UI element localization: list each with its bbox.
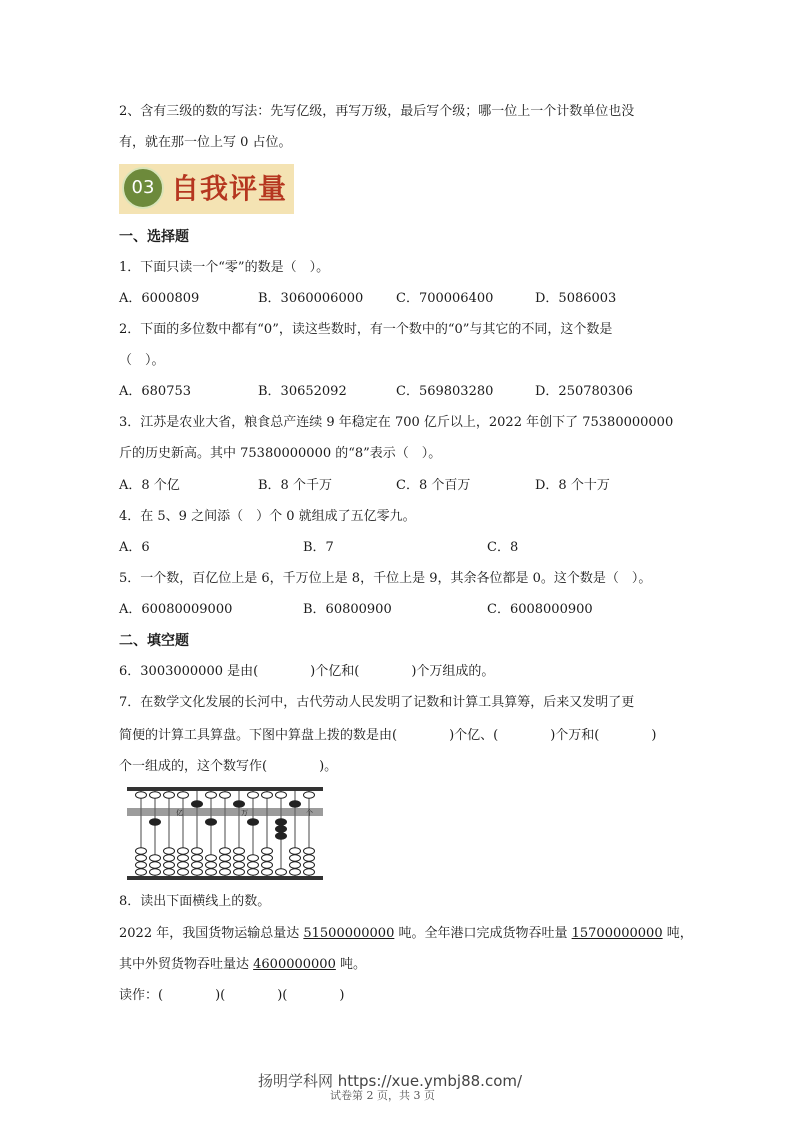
q8-line2-part-a: 2022 年，我国货物运输总量达 bbox=[119, 926, 304, 941]
page-footer: 试卷第 2 页，共 3 页 bbox=[330, 1089, 435, 1102]
section-badge bbox=[119, 164, 294, 214]
abacus-lower-bead bbox=[262, 855, 273, 861]
intro-line-1: 2、含有三级的数的写法：先写亿级，再写万级，最后写个级；哪一位上一个计数单位也没 bbox=[119, 104, 635, 119]
abacus-lower-bead bbox=[192, 869, 203, 875]
q7-line-2: 简便的计算工具算盘。下图中算盘上拨的数是由( )个亿、( )个万和( ) bbox=[119, 728, 657, 743]
abacus-lower-bead bbox=[276, 826, 287, 832]
q8-number-2: 15700000000 bbox=[571, 926, 663, 941]
intro-line-2: 有，就在那一位上写 0 占位。 bbox=[119, 135, 292, 150]
abacus-lower-bead bbox=[248, 862, 259, 868]
abacus-top-bar bbox=[127, 787, 323, 791]
abacus-lower-bead bbox=[136, 848, 147, 854]
abacus-label-ge: 个 bbox=[306, 809, 313, 817]
q8-line2-part-c: 吨， bbox=[662, 926, 693, 941]
q5-option-b: B．60800900 bbox=[303, 602, 392, 617]
abacus-lower-bead bbox=[304, 848, 315, 854]
abacus-bottom-bar bbox=[127, 876, 323, 880]
section2-heading: 二、填空题 bbox=[119, 633, 189, 649]
abacus-lower-bead bbox=[276, 869, 287, 875]
abacus-upper-bead bbox=[206, 792, 217, 798]
badge-number: 03 bbox=[122, 167, 164, 209]
q1-option-d: D．5086003 bbox=[535, 291, 617, 306]
q1-option-c: C．700006400 bbox=[396, 291, 494, 306]
q2-option-c: C．569803280 bbox=[396, 384, 494, 399]
abacus-label-wan: 万 bbox=[241, 809, 248, 817]
q4-option-a: A．6 bbox=[119, 540, 150, 555]
abacus-lower-bead bbox=[192, 862, 203, 868]
abacus-lower-bead bbox=[276, 819, 287, 825]
q2-option-d: D．250780306 bbox=[535, 384, 633, 399]
abacus-lower-bead bbox=[234, 862, 245, 868]
abacus-lower-bead bbox=[290, 848, 301, 854]
abacus-lower-bead bbox=[178, 869, 189, 875]
q8-line-1: 8．读出下面横线上的数。 bbox=[119, 894, 271, 909]
q8-line3-part-b: 吨。 bbox=[335, 957, 366, 972]
abacus-lower-bead bbox=[178, 862, 189, 868]
abacus-label-yi: 亿 bbox=[176, 809, 183, 817]
abacus-upper-bead bbox=[220, 792, 231, 798]
q8-number-3: 4600000000 bbox=[253, 957, 336, 972]
abacus-lower-bead bbox=[262, 848, 273, 854]
abacus-lower-bead bbox=[304, 869, 315, 875]
abacus-lower-bead bbox=[234, 869, 245, 875]
abacus-lower-bead bbox=[136, 862, 147, 868]
abacus-upper-bead bbox=[248, 792, 259, 798]
abacus-upper-bead bbox=[262, 792, 273, 798]
abacus-upper-bead bbox=[276, 792, 287, 798]
abacus-lower-bead bbox=[262, 862, 273, 868]
section1-heading: 一、选择题 bbox=[119, 229, 189, 245]
abacus-lower-bead bbox=[136, 869, 147, 875]
abacus-lower-bead bbox=[164, 869, 175, 875]
q7-line-1: 7．在数学文化发展的长河中，古代劳动人民发明了记数和计算工具算筹，后来又发明了更 bbox=[119, 695, 635, 710]
abacus-lower-bead bbox=[262, 869, 273, 875]
abacus-lower-bead bbox=[248, 819, 259, 825]
abacus-lower-bead bbox=[150, 862, 161, 868]
abacus-lower-bead bbox=[290, 869, 301, 875]
abacus-upper-bead bbox=[290, 801, 301, 807]
abacus-rods bbox=[136, 791, 315, 876]
q8-line-3 bbox=[119, 956, 366, 974]
abacus-lower-bead bbox=[234, 848, 245, 854]
abacus-upper-bead bbox=[234, 801, 245, 807]
abacus-image bbox=[127, 786, 323, 882]
abacus-lower-bead bbox=[150, 819, 161, 825]
abacus-lower-bead bbox=[276, 833, 287, 839]
abacus-lower-bead bbox=[192, 855, 203, 861]
abacus-lower-bead bbox=[220, 869, 231, 875]
abacus-lower-bead bbox=[206, 869, 217, 875]
abacus-upper-bead bbox=[164, 792, 175, 798]
q5-option-c: C．6008000900 bbox=[487, 602, 593, 617]
abacus-lower-bead bbox=[150, 855, 161, 861]
q3-option-d: D．8 个十万 bbox=[535, 478, 610, 493]
abacus-lower-bead bbox=[248, 869, 259, 875]
q5-text: 5．一个数，百亿位上是 6，千万位上是 8，千位上是 9，其余各位都是 0。这个数是（ ）。 bbox=[119, 571, 652, 586]
abacus-lower-bead bbox=[220, 848, 231, 854]
abacus-lower-bead bbox=[150, 869, 161, 875]
abacus-lower-bead bbox=[248, 855, 259, 861]
abacus-lower-bead bbox=[304, 862, 315, 868]
badge-title: 自我评量 bbox=[171, 172, 288, 205]
abacus-lower-bead bbox=[220, 862, 231, 868]
abacus-lower-bead bbox=[178, 848, 189, 854]
q2-option-a: A．680753 bbox=[119, 384, 192, 399]
abacus-lower-bead bbox=[290, 862, 301, 868]
abacus-lower-bead bbox=[206, 819, 217, 825]
abacus-upper-bead bbox=[192, 801, 203, 807]
q6-text: 6．3003000000 是由( )个亿和( )个万组成的。 bbox=[119, 664, 495, 679]
abacus-lower-bead bbox=[206, 855, 217, 861]
watermark-text: 扬明学科网 https://xue.ymbj88.com/ bbox=[258, 1072, 523, 1090]
abacus-lower-bead bbox=[234, 855, 245, 861]
q4-text: 4．在 5、9 之间添（ ）个 0 就组成了五亿零九。 bbox=[119, 509, 416, 524]
abacus-upper-bead bbox=[178, 792, 189, 798]
q4-option-b: B．7 bbox=[303, 540, 334, 555]
abacus-lower-bead bbox=[136, 855, 147, 861]
q5-option-a: A．60080009000 bbox=[119, 602, 233, 617]
abacus-lower-bead bbox=[164, 848, 175, 854]
q8-line-4: 读作：( )( )( ) bbox=[119, 988, 345, 1003]
q3-text-2: 斤的历史新高。其中 75380000000 的“8”表示（ ）。 bbox=[119, 446, 442, 461]
q3-option-a: A．8 个亿 bbox=[119, 478, 180, 493]
q8-line3-part-a: 其中外贸货物吞吐量达 bbox=[119, 957, 254, 972]
q8-line-2 bbox=[119, 925, 693, 943]
abacus-lower-bead bbox=[220, 855, 231, 861]
abacus-lower-bead bbox=[192, 848, 203, 854]
abacus-upper-bead bbox=[150, 792, 161, 798]
abacus-lower-bead bbox=[164, 862, 175, 868]
q3-option-b: B．8 个千万 bbox=[258, 478, 332, 493]
q8-number-1: 51500000000 bbox=[303, 926, 395, 941]
q1-option-b: B．3060006000 bbox=[258, 291, 364, 306]
abacus-upper-bead bbox=[136, 792, 147, 798]
abacus-lower-bead bbox=[304, 855, 315, 861]
q8-line2-part-b: 吨。全年港口完成货物吞吐量 bbox=[394, 926, 572, 941]
q4-option-c: C．8 bbox=[487, 540, 519, 555]
abacus-lower-bead bbox=[164, 855, 175, 861]
abacus-lower-bead bbox=[206, 862, 217, 868]
q3-text-1: 3．江苏是农业大省，粮食总产连续 9 年稳定在 700 亿斤以上，2022 年创下了 75380000000 bbox=[119, 415, 674, 430]
q2-option-b: B．30652092 bbox=[258, 384, 347, 399]
q3-option-c: C．8 个百万 bbox=[396, 478, 471, 493]
abacus-lower-bead bbox=[178, 855, 189, 861]
q2-text-2: （ ）。 bbox=[119, 353, 165, 368]
q7-line-3: 个一组成的，这个数写作( )。 bbox=[119, 759, 338, 774]
abacus-lower-bead bbox=[290, 855, 301, 861]
abacus-upper-bead bbox=[304, 792, 315, 798]
q2-text-1: 2．下面的多位数中都有“0”，读这些数时，有一个数中的“0”与其它的不同，这个数是 bbox=[119, 322, 613, 337]
q1-option-a: A．6000809 bbox=[119, 291, 200, 306]
q1-text: 1．下面只读一个“零”的数是（ ）。 bbox=[119, 260, 330, 275]
